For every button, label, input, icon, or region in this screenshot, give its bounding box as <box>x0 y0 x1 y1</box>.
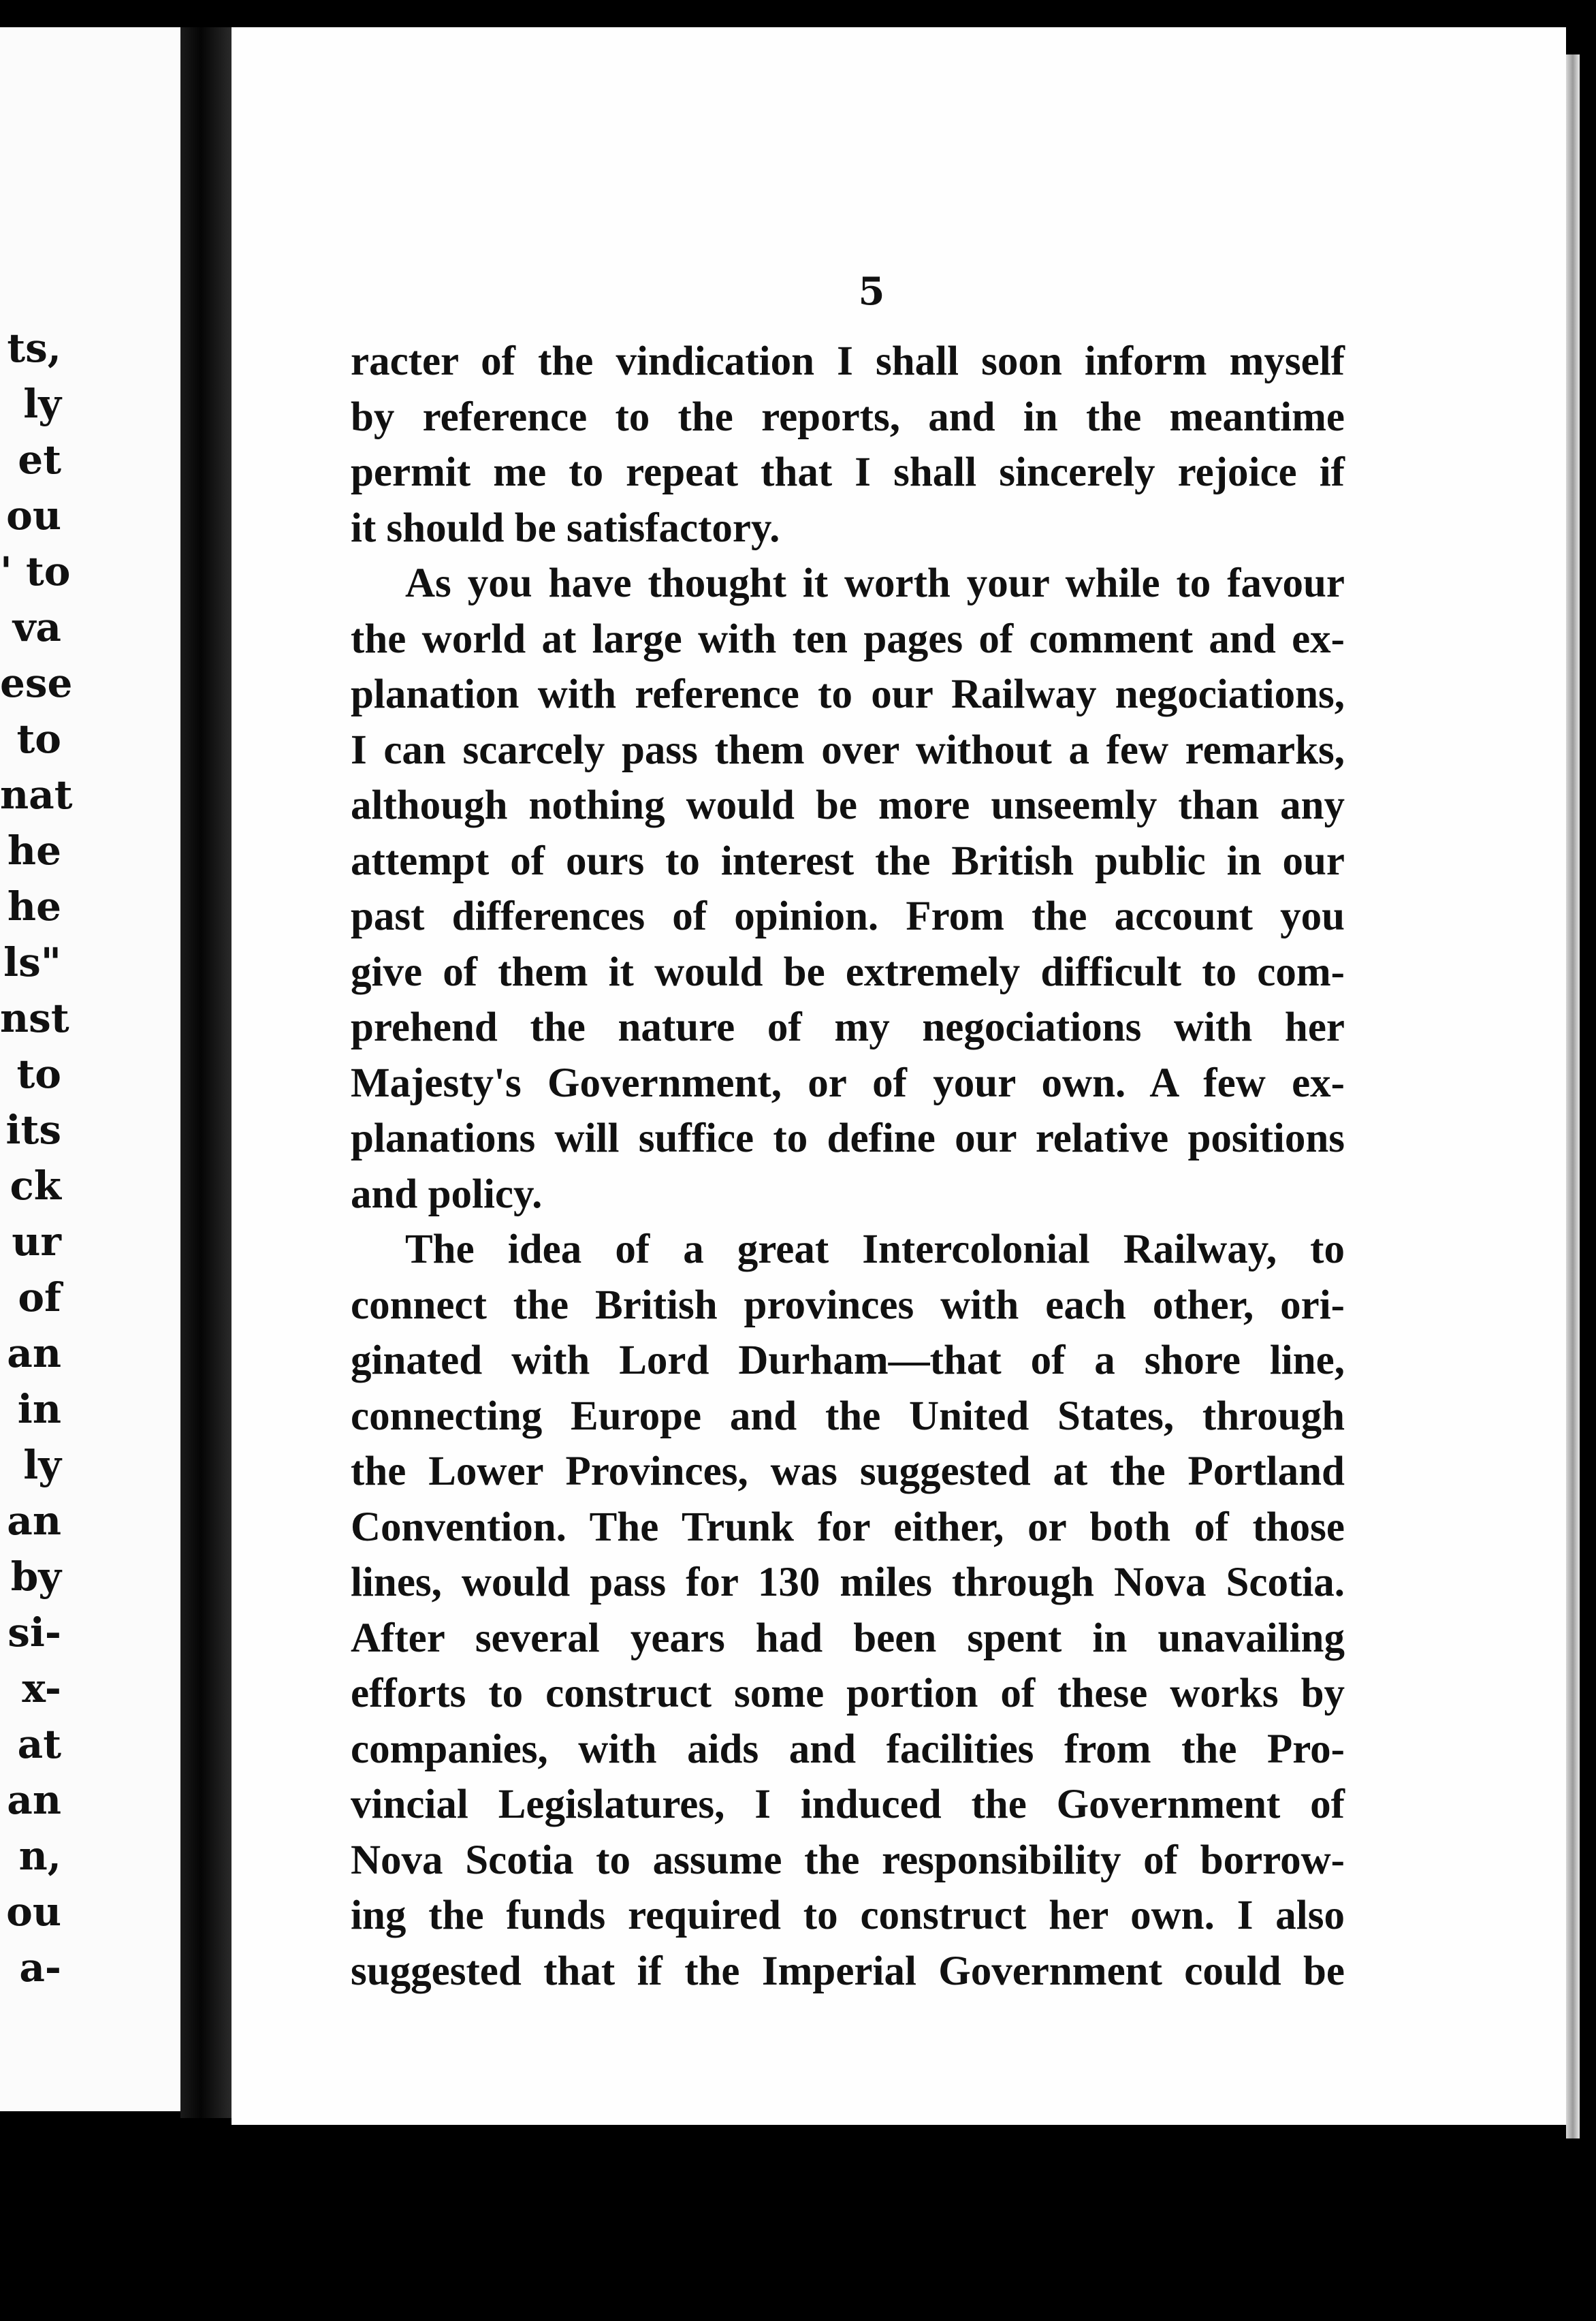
text-line: vincial Legislatures, I induced the Government of <box>351 1782 1345 1827</box>
text-line: ing the funds required to construct her own. I also <box>351 1893 1345 1938</box>
facing-page-fragment: n, <box>18 1833 61 1879</box>
text-line: attempt of ours to interest the British public in our <box>351 838 1345 884</box>
text-line: Majesty's Government, or of your own. A few ex- <box>351 1060 1345 1106</box>
text-line: Nova Scotia to assume the responsibility of borrow- <box>351 1837 1345 1883</box>
facing-page-fragment: ts, <box>7 325 61 371</box>
text-line: the world at large with ten pages of comment and ex- <box>351 616 1345 662</box>
text-line: connect the British provinces with each other, ori- <box>351 1282 1345 1328</box>
facing-page-fragment: nat <box>0 772 73 818</box>
facing-page-fragment: to <box>16 716 61 762</box>
text-line: the Lower Provinces, was suggested at the Portland <box>351 1449 1345 1494</box>
facing-page-fragment: et <box>18 437 61 483</box>
text-line: past differences of opinion. From the account you <box>351 894 1345 939</box>
facing-page-fragment: ls" <box>3 939 61 985</box>
facing-page-fragment: an <box>7 1330 61 1376</box>
text-line: connecting Europe and the United States, through <box>351 1393 1345 1439</box>
facing-page-fragment: to <box>16 1051 61 1097</box>
text-line: it should be satisfactory. <box>351 505 780 551</box>
text-line: I can scarcely pass them over without a few remarks, <box>351 727 1345 773</box>
text-line: efforts to construct some portion of these works by <box>351 1671 1345 1716</box>
text-line: and policy. <box>351 1171 543 1217</box>
text-line: by reference to the reports, and in the meantime <box>351 394 1345 440</box>
text-line: companies, with aids and facilities from the Pro- <box>351 1726 1345 1772</box>
text-line: The idea of a great Intercolonial Railway, to <box>405 1227 1345 1272</box>
facing-page-fragment: ly <box>23 381 61 427</box>
facing-page-fragment: ou <box>6 492 61 539</box>
text-line: planation with reference to our Railway negociations, <box>351 672 1345 717</box>
text-line: prehend the nature of my negociations with her <box>351 1005 1345 1050</box>
facing-page-fragment: in <box>17 1386 61 1432</box>
facing-page-fragment: ou <box>6 1889 61 1935</box>
facing-page-fragment: ' to <box>0 548 71 595</box>
facing-page-fragment: an <box>7 1498 61 1544</box>
facing-page-fragment: ese <box>0 660 73 706</box>
facing-page-fragment: he <box>7 827 61 874</box>
body-text <box>351 334 1345 1999</box>
facing-page-fragment: va <box>12 604 61 650</box>
facing-page-fragment: si- <box>7 1609 61 1656</box>
facing-page-fragment: a- <box>19 1944 61 1991</box>
text-line: suggested that if the Imperial Government could be <box>351 1948 1345 1994</box>
text-line: permit me to repeat that I shall sincerely rejoice if <box>351 449 1345 495</box>
text-line: After several years had been spent in unavailing <box>351 1615 1345 1661</box>
text-line: planations will suffice to define our relative positions <box>351 1116 1345 1161</box>
facing-page-fragment: at <box>17 1721 61 1767</box>
facing-page-fragment: nst <box>0 995 69 1041</box>
facing-page-fragment: ck <box>10 1163 61 1209</box>
text-line: As you have thought it worth your while to favour <box>405 560 1345 606</box>
text-line: racter of the vindication I shall soon inform myself <box>351 338 1345 384</box>
text-line: ginated with Lord Durham—that of a shore line, <box>351 1338 1345 1383</box>
facing-page-fragment: its <box>5 1107 61 1153</box>
text-line: Convention. The Trunk for either, or both of those <box>351 1504 1345 1550</box>
facing-page-text-fragments <box>0 320 73 1995</box>
text-line: lines, would pass for 130 miles through Nova Scotia. <box>351 1560 1345 1605</box>
facing-page-fragment: by <box>10 1553 61 1600</box>
page-number: 5 <box>858 269 885 314</box>
book-gutter <box>180 27 232 2118</box>
facing-page-fragment: ly <box>23 1442 61 1488</box>
facing-page-fragment: an <box>7 1777 61 1823</box>
text-line: give of them it would be extremely difficult to com- <box>351 949 1345 995</box>
facing-page-fragment: x- <box>22 1665 61 1711</box>
facing-page-fragment: he <box>7 883 61 930</box>
facing-page-fragment: ur <box>12 1218 61 1265</box>
page-edge <box>1566 54 1580 2138</box>
facing-page-fragment: of <box>18 1274 61 1321</box>
text-line: although nothing would be more unseemly than any <box>351 783 1345 828</box>
